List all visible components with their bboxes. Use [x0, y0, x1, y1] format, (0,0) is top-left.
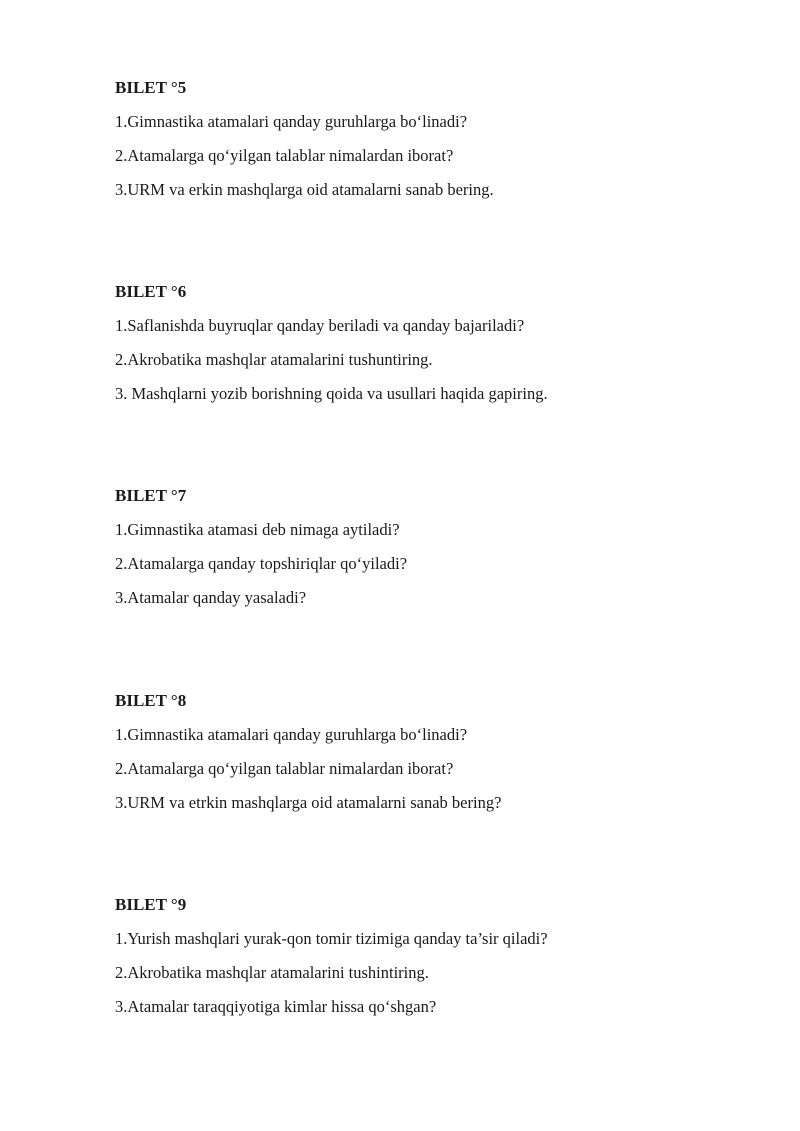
ticket-9 [115, 895, 735, 1031]
question-2: 2.Atamalarga qanday topshiriqlar qo‘yiladi? [115, 554, 408, 573]
question-3: 3.URM va etrkin mashqlarga oid atamalarni sanab bering? [115, 793, 502, 812]
question-1: 1.Gimnastika atamalari qanday guruhlarga bo‘linadi? [115, 725, 468, 744]
question-1: 1.Yurish mashqlari yurak-qon tomir tizimiga qanday ta’sir qiladi? [115, 929, 548, 948]
ticket-7 [115, 486, 735, 622]
ticket-6 [115, 282, 735, 418]
question-1: 1.Gimnastika atamalari qanday guruhlarga bo‘linadi? [115, 112, 468, 131]
ticket-title: BILET °7 [115, 486, 187, 505]
question-list [115, 112, 735, 200]
question-2: 2.Atamalarga qo‘yilgan talablar nimalardan iborat? [115, 759, 454, 778]
question-list [115, 725, 735, 813]
question-3: 3.Atamalar taraqqiyotiga kimlar hissa qo‘shgan? [115, 997, 437, 1016]
ticket-title: BILET °9 [115, 895, 187, 914]
question-list [115, 520, 735, 608]
question-1: 1.Gimnastika atamasi deb nimaga aytiladi? [115, 520, 400, 539]
ticket-title: BILET °8 [115, 691, 187, 710]
question-1: 1.Saflanishda buyruqlar qanday beriladi va qanday bajariladi? [115, 316, 525, 335]
question-list [115, 929, 735, 1017]
question-3: 3. Mashqlarni yozib borishning qoida va usullari haqida gapiring. [115, 384, 548, 403]
question-2: 2.Akrobatika mashqlar atamalarini tushuntiring. [115, 350, 433, 369]
question-3: 3.Atamalar qanday yasaladi? [115, 588, 307, 607]
question-2: 2.Atamalarga qo‘yilgan talablar nimalardan iborat? [115, 146, 454, 165]
ticket-title: BILET °5 [115, 78, 187, 97]
ticket-5 [115, 78, 735, 214]
question-list [115, 316, 735, 404]
ticket-8 [115, 691, 735, 827]
question-3: 3.URM va erkin mashqlarga oid atamalarni sanab bering. [115, 180, 494, 199]
ticket-title: BILET °6 [115, 282, 187, 301]
question-2: 2.Akrobatika mashqlar atamalarini tushintiring. [115, 963, 429, 982]
